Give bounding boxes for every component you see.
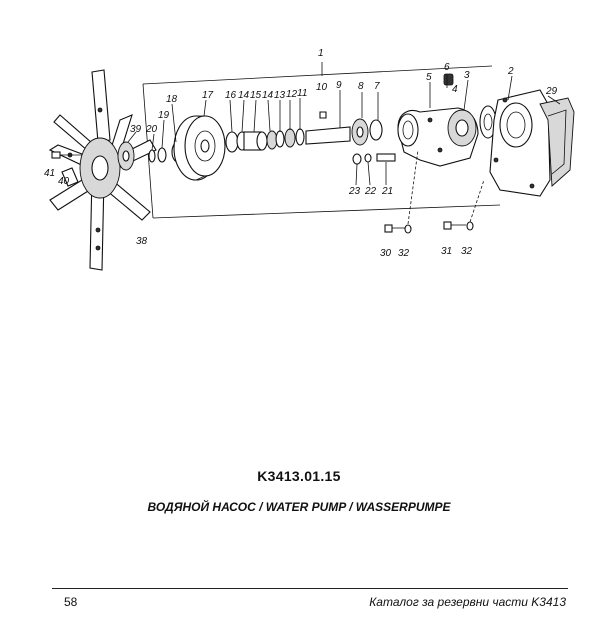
callout-10: 10 — [316, 82, 328, 93]
callout-8: 8 — [358, 81, 364, 92]
impeller-seal — [352, 119, 382, 145]
page-caption: ВОДЯНОЙ НАСОС / WATER PUMP / WASSERPUMPE — [147, 500, 451, 514]
catalog-title: Каталог за резервни части K3413 — [369, 595, 566, 609]
pump-body — [398, 74, 478, 166]
callout-41: 41 — [44, 168, 56, 179]
callout-9: 9 — [336, 80, 342, 91]
callout-12: 12 — [286, 89, 298, 100]
callout-11: 11 — [297, 88, 308, 99]
drain-fittings — [353, 154, 395, 164]
callout-6: 6 — [444, 62, 450, 73]
pulley — [174, 116, 225, 180]
fan-hub — [118, 142, 134, 170]
callout-30: 30 — [380, 248, 392, 259]
shaft-components — [226, 129, 304, 152]
callout-32: 32 — [461, 246, 473, 257]
callout-18: 18 — [166, 94, 178, 105]
callout-15: 15 — [250, 90, 262, 101]
callout-21: 21 — [382, 186, 394, 197]
callout-3: 3 — [464, 70, 470, 81]
callout-16: 16 — [225, 90, 237, 101]
footer-divider — [52, 588, 568, 589]
callout-22: 22 — [365, 186, 377, 197]
callout-14: 14 — [238, 90, 250, 101]
callout-7: 7 — [374, 81, 380, 92]
callout-29: 29 — [546, 86, 558, 97]
callout-20: 20 — [146, 124, 158, 135]
callout-2: 2 — [508, 66, 514, 77]
callout-38: 38 — [136, 236, 148, 247]
callout-5: 5 — [426, 72, 432, 83]
pump-shaft — [306, 112, 350, 144]
callout-17: 17 — [202, 90, 214, 101]
page-number: 58 — [64, 595, 78, 609]
callout-13: 13 — [274, 90, 286, 101]
callout-32: 32 — [398, 248, 410, 259]
callout-1: 1 — [318, 48, 324, 59]
callout-19: 19 — [158, 110, 170, 121]
catalog-code: K3413.01.15 — [257, 468, 341, 484]
callout-23: 23 — [349, 186, 361, 197]
callout-40: 40 — [58, 176, 70, 187]
callout-14: 14 — [262, 90, 274, 101]
callout-31: 31 — [441, 246, 453, 257]
callout-39: 39 — [130, 124, 142, 135]
callout-4: 4 — [452, 84, 458, 95]
